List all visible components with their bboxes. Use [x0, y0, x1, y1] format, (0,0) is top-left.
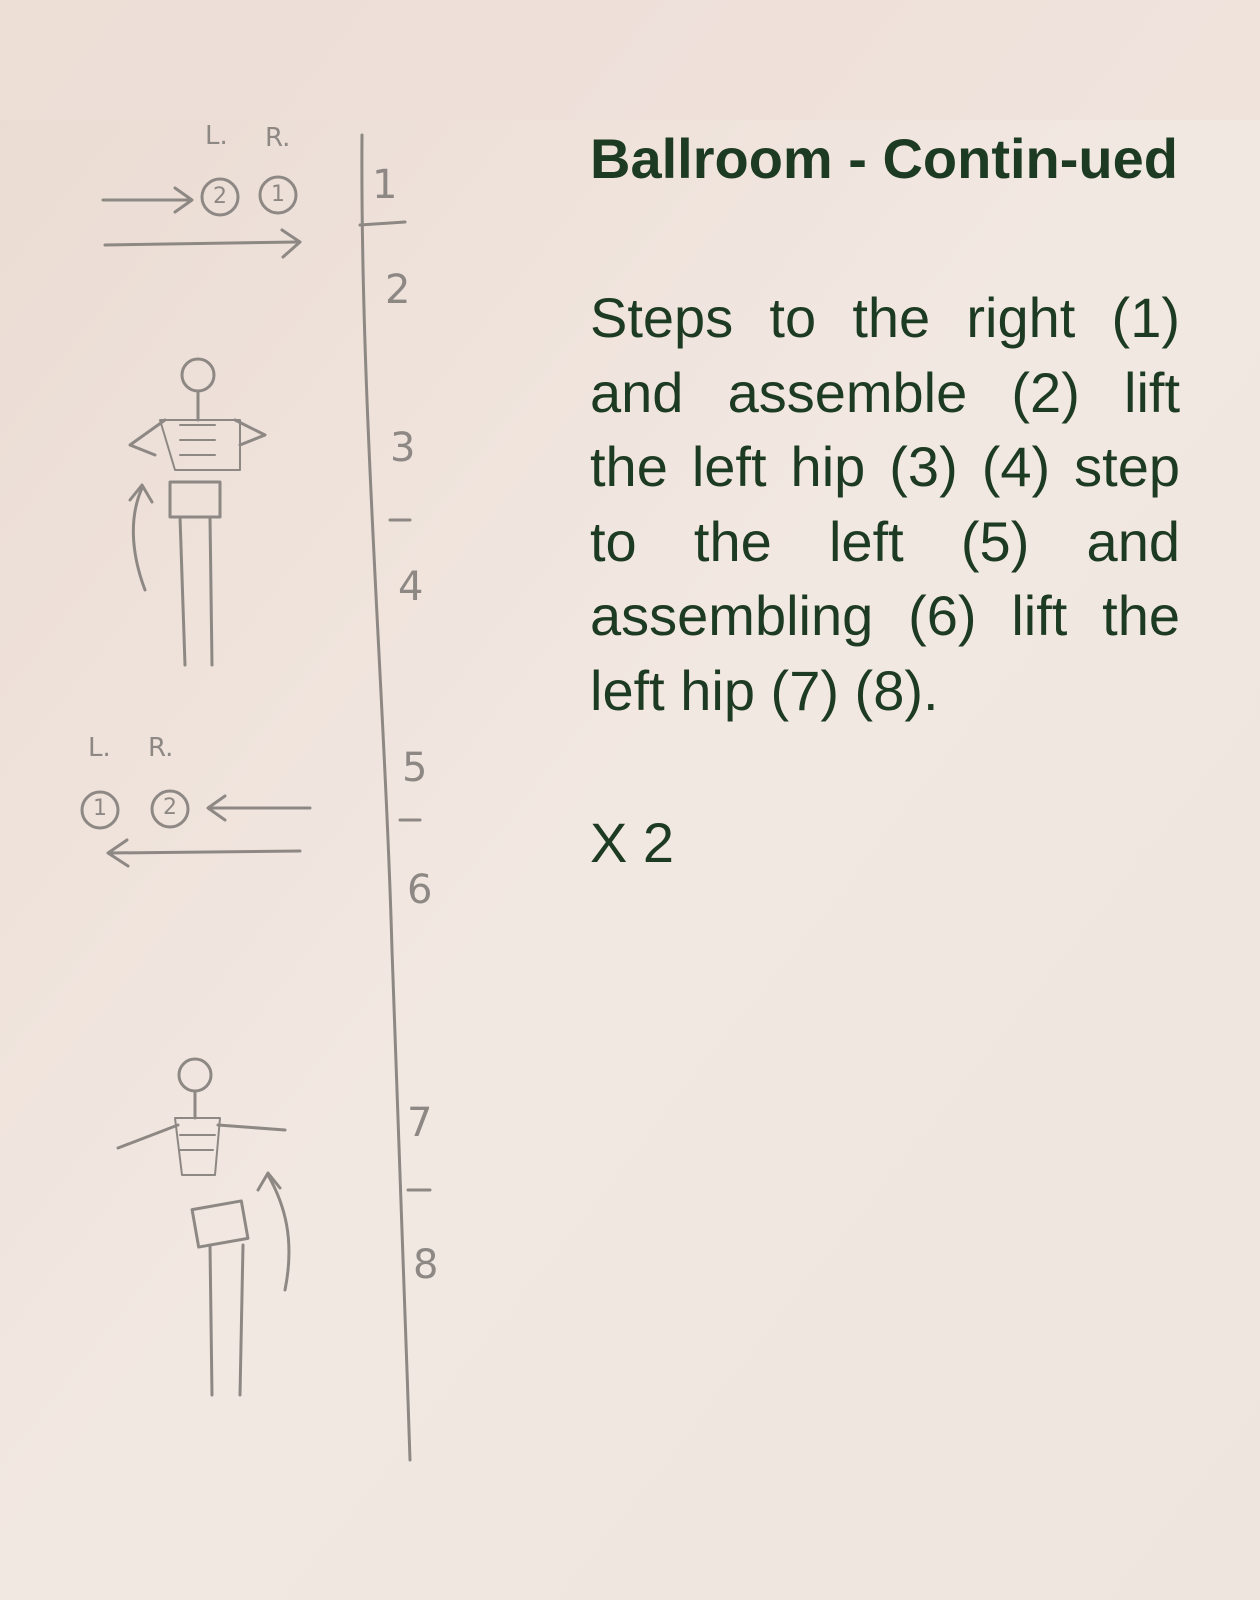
step-number-1-top: 1 — [271, 182, 285, 207]
count-6: 6 — [407, 867, 433, 913]
left-label-2: L. — [88, 733, 111, 763]
step-instructions: Steps to the right (1) and assemble (2) lift the left hip (3) (4) step to the left (5) and assembling (6) lift the left hip (7) (8). — [590, 286, 1180, 722]
left-label: L. — [205, 121, 228, 151]
count-2: 2 — [385, 267, 411, 313]
step-number-2-top: 2 — [213, 184, 227, 209]
count-1: 1 — [372, 162, 398, 208]
count-4: 4 — [398, 564, 424, 610]
step-number-2-bottom: 2 — [163, 795, 177, 820]
count-8: 8 — [413, 1242, 439, 1288]
instructions-panel — [590, 120, 1180, 880]
repeat-count: X 2 — [590, 811, 675, 874]
count-3: 3 — [390, 425, 416, 471]
page-title: Ballroom - Contin-ued — [590, 127, 1178, 190]
step-number-1-bottom: 1 — [93, 796, 107, 821]
count-7: 7 — [407, 1100, 433, 1146]
count-5: 5 — [402, 745, 428, 791]
right-label: R. — [265, 123, 291, 153]
right-label-2: R. — [148, 733, 174, 763]
